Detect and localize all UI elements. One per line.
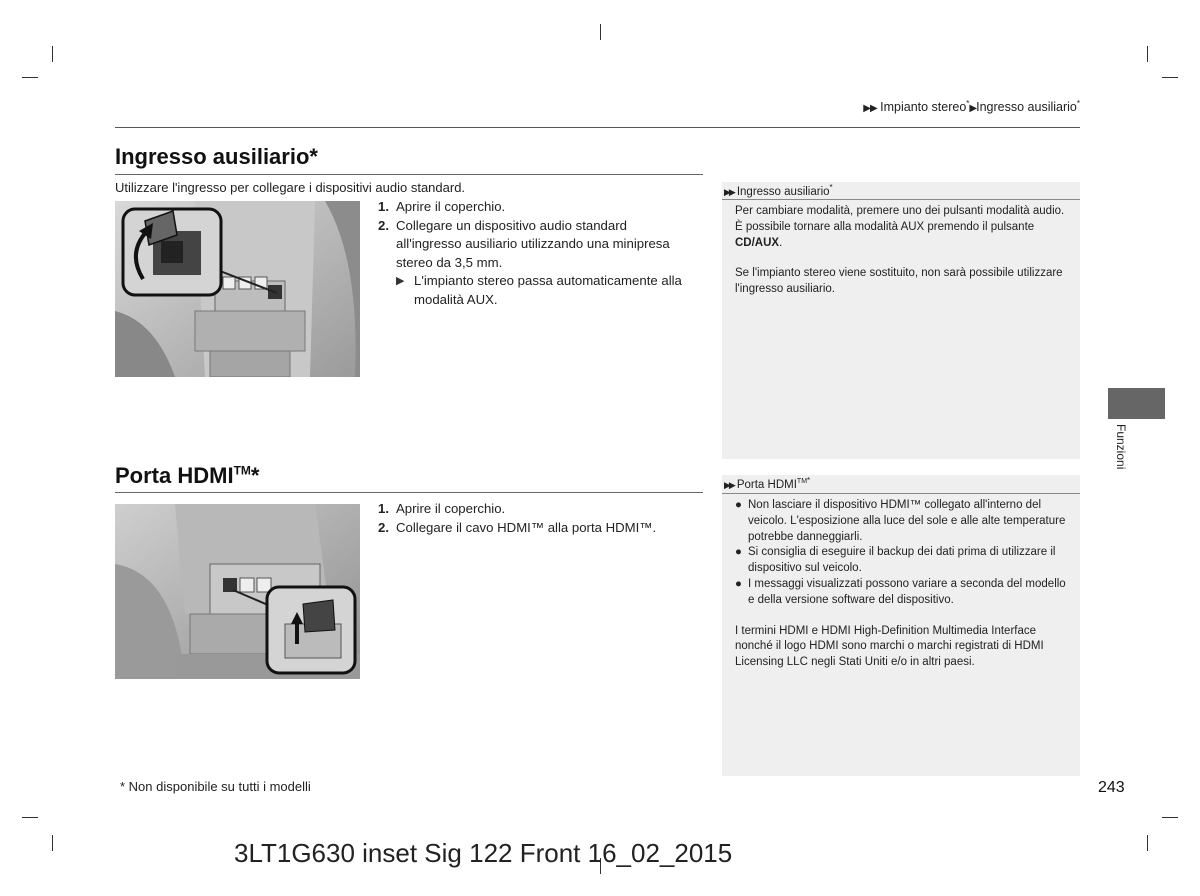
- step-item: [378, 198, 703, 217]
- page-number: 243: [1098, 779, 1125, 796]
- hdmi-port-illustration: [115, 504, 360, 679]
- header-rule: [115, 127, 1080, 128]
- chapter-tab[interactable]: [1108, 388, 1165, 419]
- print-slug: 3LT1G630 inset Sig 122 Front 16_02_2015: [234, 838, 733, 868]
- crop-mark: [1162, 77, 1178, 78]
- sidebar-body: [735, 498, 1067, 686]
- crop-mark: [52, 46, 53, 62]
- step-number: 2.: [378, 217, 389, 233]
- sidebar-text: Per cambiare modalità, premere uno dei pulsanti modalità audio. È possibile tornare alla modalità AUX premendo il pulsante: [735, 205, 1065, 233]
- step-note: [378, 272, 703, 309]
- chapter-tab-label: [1110, 422, 1130, 486]
- trademark: TM: [233, 463, 251, 478]
- sidebar-bullet: [735, 545, 1067, 577]
- section-title-text: Porta HDMI: [115, 463, 234, 488]
- aux-jack-illustration: [115, 201, 360, 377]
- breadcrumb-item[interactable]: Ingresso ausiliario: [976, 100, 1077, 115]
- step-text: Collegare il cavo HDMI™ alla porta HDMI™.: [396, 519, 657, 535]
- bullet-dot-icon: ●: [735, 577, 742, 590]
- asterisk: *: [309, 144, 318, 169]
- asterisk: *: [829, 183, 833, 192]
- step-text: Collegare un dispositivo audio standard all'ingresso ausiliario utilizzando una minipresa stereo da 3,5 mm.: [396, 217, 670, 270]
- sidebar-rule: [722, 493, 1080, 494]
- step-item: [378, 500, 703, 519]
- section-rule: [115, 174, 703, 175]
- section-title: [115, 463, 259, 489]
- sidebar-heading: [724, 476, 810, 491]
- sidebar-paragraph: I termini HDMI e HDMI High-Definition Multimedia Interface nonché il logo HDMI sono marchi o marchi registrati di HDMI Licensing LLC negli Stati Uniti e/o in altri paesi.: [735, 624, 1044, 669]
- double-arrow-icon: ▶▶: [724, 186, 734, 197]
- step-number: 1.: [378, 199, 389, 214]
- double-arrow-icon: ▶▶: [724, 479, 734, 490]
- step-item: [378, 217, 703, 273]
- crop-mark: [1147, 835, 1148, 851]
- step-number: 1.: [378, 501, 389, 516]
- crop-mark: [1162, 817, 1178, 818]
- bullet-dot-icon: ●: [735, 499, 742, 511]
- asterisk: *: [966, 99, 970, 108]
- breadcrumb: [863, 99, 1080, 114]
- crop-mark: [600, 24, 601, 40]
- crop-mark: [22, 817, 38, 818]
- section-rule: [115, 492, 703, 493]
- asterisk: *: [250, 463, 260, 488]
- sidebar-rule: [722, 199, 1080, 200]
- sidebar-heading: [724, 183, 833, 198]
- asterisk: *: [807, 476, 811, 485]
- sidebar-heading-text: Ingresso ausiliario: [736, 185, 830, 198]
- arrow-icon: ▶: [969, 103, 977, 115]
- bullet-text: I messaggi visualizzati possono variare a seconda del modello e della versione software del dispositivo.: [748, 577, 1066, 606]
- bullet-text: Non lasciare il dispositivo HDMI™ collegato all'interno del veicolo. L'esposizione alla luce del sole e alle alte temperature potrebbe danneggiarli.: [748, 499, 1066, 543]
- section-title: [115, 144, 318, 170]
- chapter-tab-text: Funzioni: [1114, 424, 1128, 470]
- crop-mark: [22, 77, 38, 78]
- asterisk: *: [1076, 99, 1080, 108]
- trademark: TM: [796, 478, 808, 485]
- crop-mark: [1147, 46, 1148, 62]
- step-text: Aprire il coperchio.: [396, 501, 506, 516]
- crop-mark: [52, 835, 53, 851]
- aux-steps: [378, 198, 703, 309]
- hdmi-steps: [378, 500, 703, 537]
- breadcrumb-item[interactable]: Impianto stereo: [880, 100, 967, 115]
- double-arrow-icon: ▶▶: [863, 103, 877, 115]
- sidebar-body: [735, 204, 1065, 313]
- sidebar-bullet: [735, 498, 1067, 545]
- step-item: [378, 519, 703, 538]
- note-text: L'impianto stereo passa automaticamente alla modalità AUX.: [414, 273, 682, 307]
- bullet-text: Si consiglia di eseguire il backup dei dati prima di utilizzare il dispositivo sul veicolo.: [748, 546, 1056, 575]
- cd-aux-label: CD/AUX: [735, 236, 780, 249]
- sidebar-note-aux: [722, 182, 1080, 459]
- section-title-text: Ingresso ausiliario: [115, 144, 310, 169]
- step-text: Aprire il coperchio.: [396, 199, 506, 214]
- footnote: * Non disponibile su tutti i modelli: [120, 779, 311, 794]
- sidebar-paragraph: [735, 204, 1065, 251]
- triangle-bullet-icon: ▶: [396, 275, 405, 287]
- intro-text: Utilizzare l'ingresso per collegare i dispositivi audio standard.: [115, 180, 466, 195]
- step-number: 2.: [378, 519, 389, 535]
- sidebar-paragraph: Se l'impianto stereo viene sostituito, non sarà possibile utilizzare l'ingresso ausiliario.: [735, 267, 1063, 296]
- sidebar-note-hdmi: [722, 475, 1080, 776]
- sidebar-text: .: [779, 236, 783, 249]
- sidebar-bullet: [735, 577, 1067, 609]
- bullet-dot-icon: ●: [735, 546, 742, 559]
- sidebar-heading-text: Porta HDMI: [736, 478, 797, 491]
